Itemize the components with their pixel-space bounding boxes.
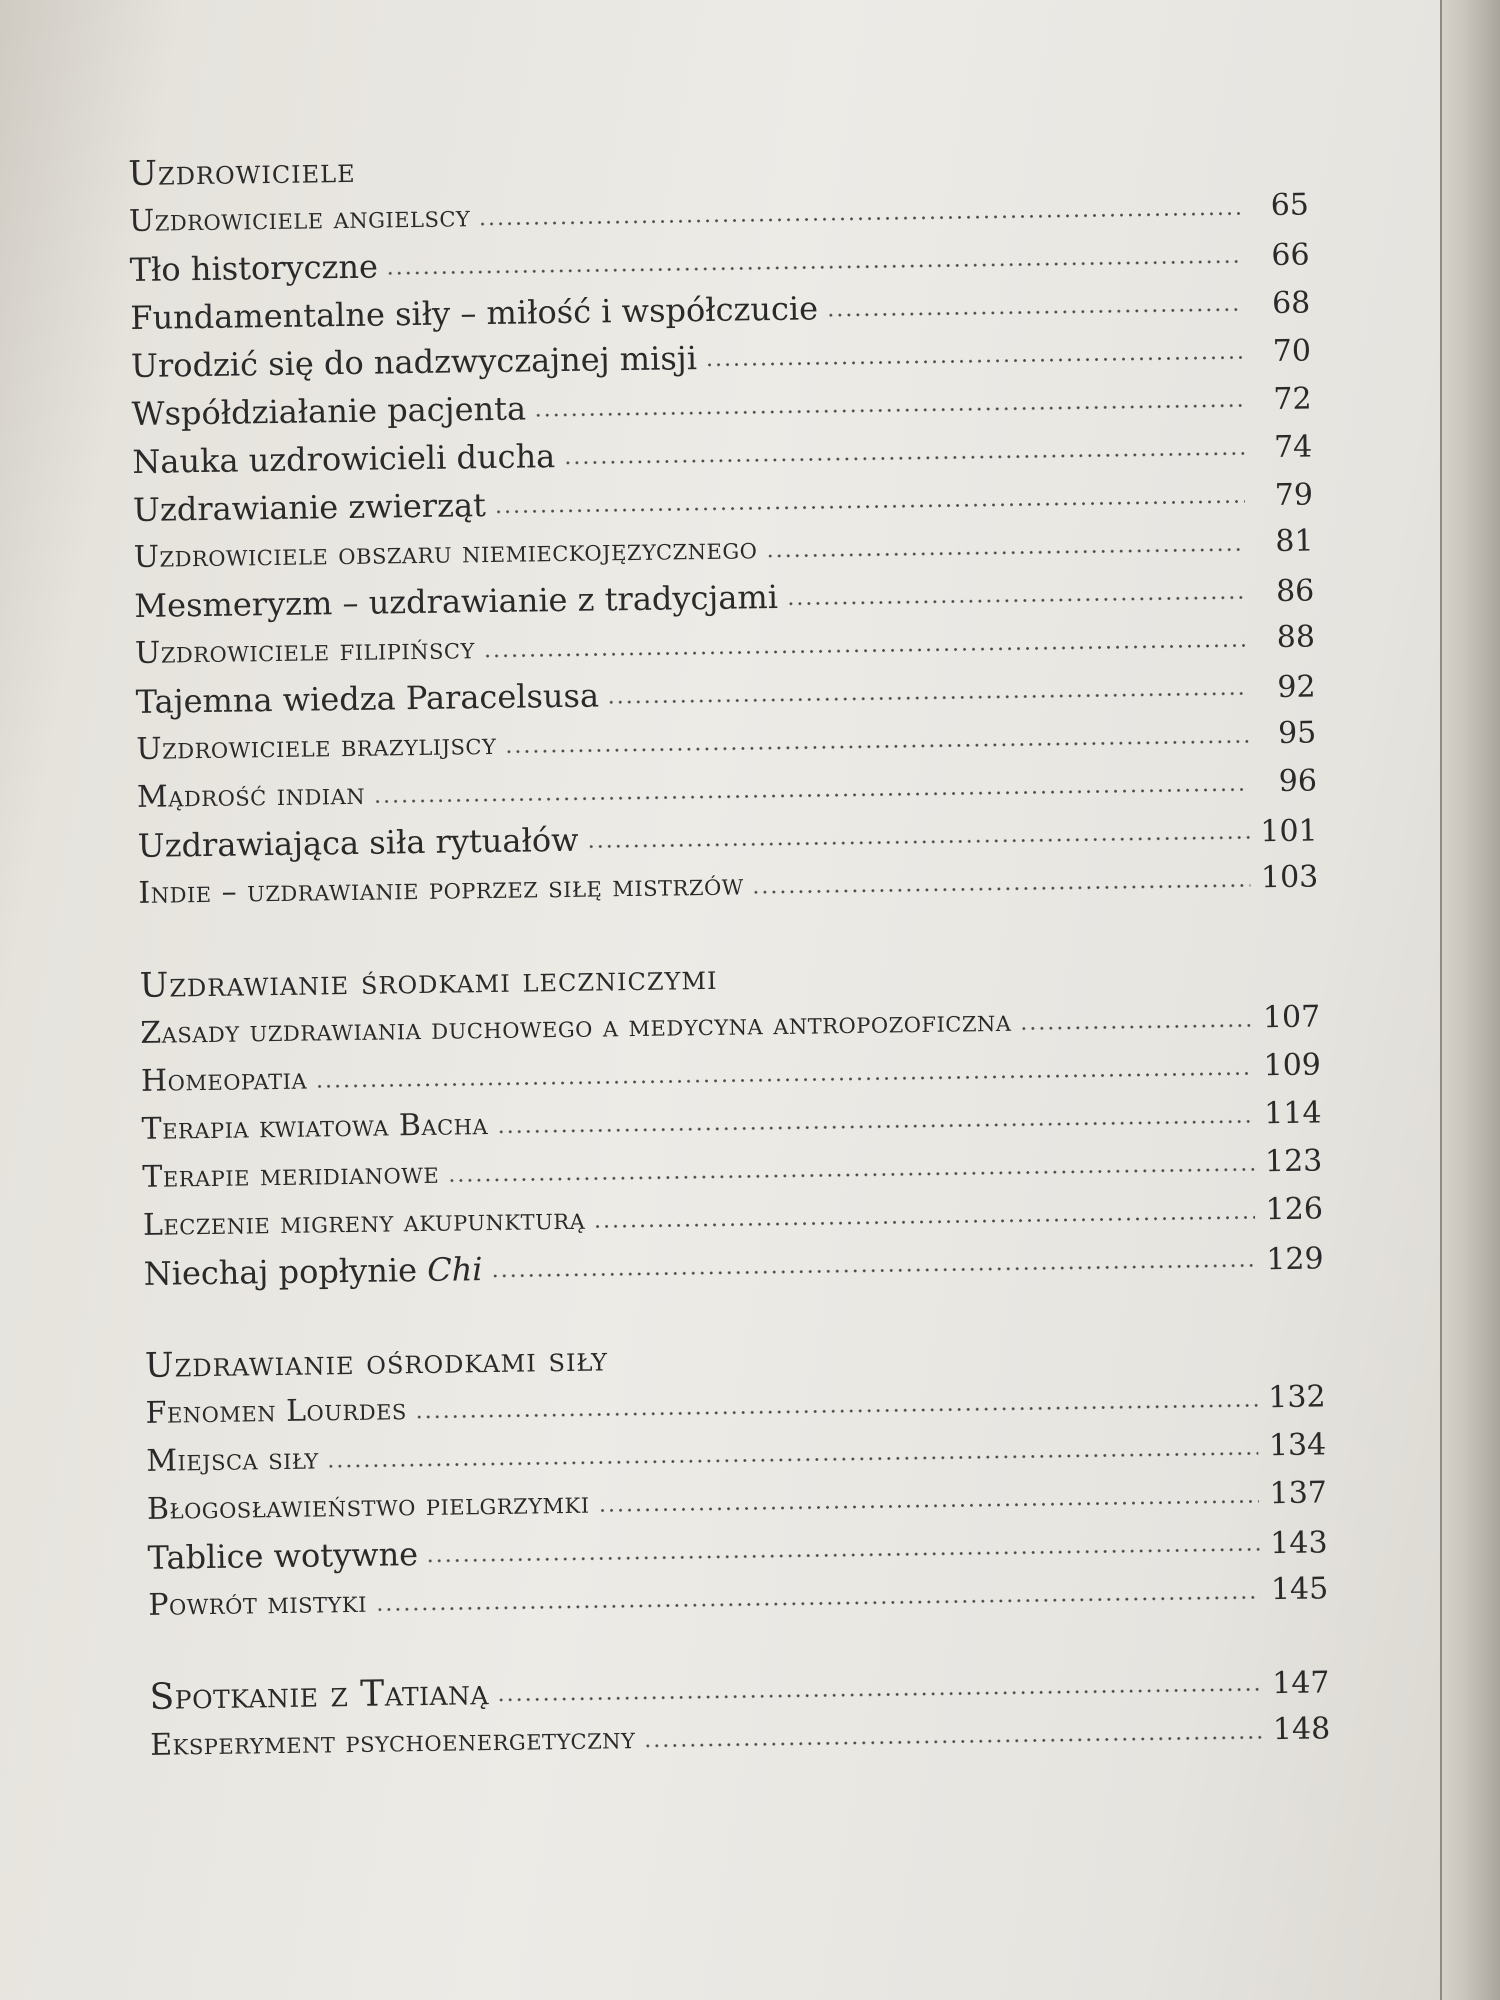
page-number: 74 (1273, 429, 1313, 466)
dot-leader (447, 1164, 1254, 1185)
dot-leader (494, 496, 1245, 516)
entry-title: Tajemna wiedza Paracelsusa (135, 676, 600, 721)
dot-leader (426, 1544, 1260, 1566)
table-of-contents (128, 134, 1331, 1770)
entry-title: Tablice wotywne (147, 1535, 419, 1577)
page-number: 92 (1277, 669, 1316, 706)
dot-leader (497, 1684, 1262, 1705)
page-number: 145 (1270, 1571, 1329, 1608)
page-number: 148 (1272, 1711, 1331, 1748)
page-number: 132 (1268, 1379, 1326, 1416)
dot-leader (386, 256, 1242, 278)
page-number: 72 (1273, 381, 1312, 418)
entry-title: Mesmeryzm – uzdrawianie z tradycjami (134, 577, 779, 625)
dot-leader (491, 1260, 1256, 1281)
entry-title: Tło historyczne (129, 247, 379, 289)
entry-title-italic: Chi (426, 1250, 483, 1289)
page-number: 65 (1270, 187, 1310, 224)
entry-title: Terapia kwiatowa Bacha (141, 1107, 489, 1147)
toc-section (145, 1325, 1329, 1629)
dot-leader (534, 400, 1244, 420)
page-number: 134 (1268, 1427, 1327, 1464)
page-number: 68 (1271, 285, 1311, 322)
dot-leader (786, 592, 1246, 608)
entry-title: Zasady uzdrawiania duchowego a medycyna antropozoficzna (140, 1003, 1012, 1051)
dot-leader (373, 784, 1249, 806)
entry-title: Uzdrowiciele angielscy (128, 199, 471, 239)
dot-leader (496, 1116, 1254, 1137)
dot-leader (765, 544, 1245, 561)
entry-title: Uzdrowiciele brazylijscy (136, 726, 497, 767)
entry-title: Błogosławieństwo pielgrzymki (146, 1485, 590, 1527)
page-number: 137 (1269, 1475, 1328, 1512)
page-number: 88 (1276, 619, 1316, 656)
toc-section (128, 134, 1319, 918)
entry-title: Uzdrawianie zwierząt (132, 486, 487, 529)
dot-leader (607, 688, 1248, 707)
entry-title: Homeopatia (140, 1061, 308, 1099)
dot-leader (593, 1212, 1255, 1231)
dot-leader (826, 304, 1242, 320)
dot-leader (375, 1592, 1260, 1614)
entry-title: Powrót mistyki (148, 1584, 368, 1623)
entry-title-prefix: Niechaj popłynie (143, 1250, 428, 1293)
dot-leader (563, 448, 1244, 468)
entry-title: Współdziałanie pacjenta (131, 389, 527, 433)
page-number: 129 (1266, 1241, 1324, 1278)
dot-leader (752, 880, 1251, 897)
page-number: 86 (1275, 573, 1315, 610)
entry-title: Eksperyment psychoenergetyczny (150, 1721, 636, 1763)
page-number: 114 (1264, 1095, 1322, 1132)
section-heading: Uzdrawianie środkami leczniczymi (139, 957, 718, 1006)
page-number: 143 (1270, 1525, 1328, 1562)
entry-title: Leczenie migreny akupunkturą (142, 1201, 586, 1243)
page-edge (1440, 0, 1500, 2000)
dot-leader (705, 352, 1243, 370)
page-number: 123 (1264, 1143, 1323, 1180)
entry-title: Urodzić się do nadzwyczajnej misji (130, 339, 698, 385)
entry-title: Fenomen Lourdes (145, 1392, 408, 1431)
dot-leader (483, 640, 1247, 661)
entry-title: Miejsca siły (146, 1441, 319, 1479)
section-heading: Uzdrawianie ośrodkami siły (144, 1339, 609, 1386)
dot-leader (415, 1400, 1258, 1422)
page-number: 126 (1265, 1191, 1324, 1228)
page-number: 70 (1272, 333, 1312, 370)
dot-leader (598, 1496, 1259, 1515)
entry-title: Uzdrowiciele obszaru niemieckojęzycznego (133, 531, 758, 575)
entry-title: Uzdrawiająca siła rytuałów (137, 820, 579, 865)
entry-title: Terapie meridianowe (142, 1155, 440, 1195)
entry-title: Nauka uzdrowicieli ducha (132, 437, 556, 481)
entry-title: Spotkanie z Tatianą (149, 1672, 490, 1718)
entry-title (143, 1245, 482, 1298)
page-number: 96 (1278, 763, 1318, 799)
page-number: 81 (1275, 523, 1314, 560)
toc-section (139, 945, 1324, 1297)
section-heading: Uzdrowiciele (128, 150, 356, 194)
entry-title: Mądrość indian (136, 776, 366, 815)
page-number: 101 (1260, 813, 1318, 850)
page-number: 147 (1272, 1665, 1330, 1702)
page-number: 109 (1263, 1047, 1322, 1084)
page-number: 107 (1262, 999, 1321, 1036)
toc-section (149, 1657, 1330, 1769)
entry-title: Fundamentalne siły – miłość i współczucie (130, 289, 819, 337)
entry-title: Uzdrowiciele filipińscy (134, 631, 476, 671)
entry-title: Indie – uzdrawianie poprzez siłę mistrzów (138, 867, 744, 911)
page-number: 95 (1277, 715, 1317, 751)
page-number: 66 (1271, 237, 1310, 274)
dot-leader (643, 1732, 1262, 1751)
dot-leader (586, 832, 1249, 851)
dot-leader (1020, 1020, 1253, 1033)
dot-leader (478, 208, 1241, 229)
dot-leader (327, 1448, 1259, 1471)
page-number: 79 (1274, 477, 1314, 514)
dot-leader (315, 1068, 1253, 1091)
page-number: 103 (1260, 859, 1319, 896)
dot-leader (504, 736, 1248, 756)
